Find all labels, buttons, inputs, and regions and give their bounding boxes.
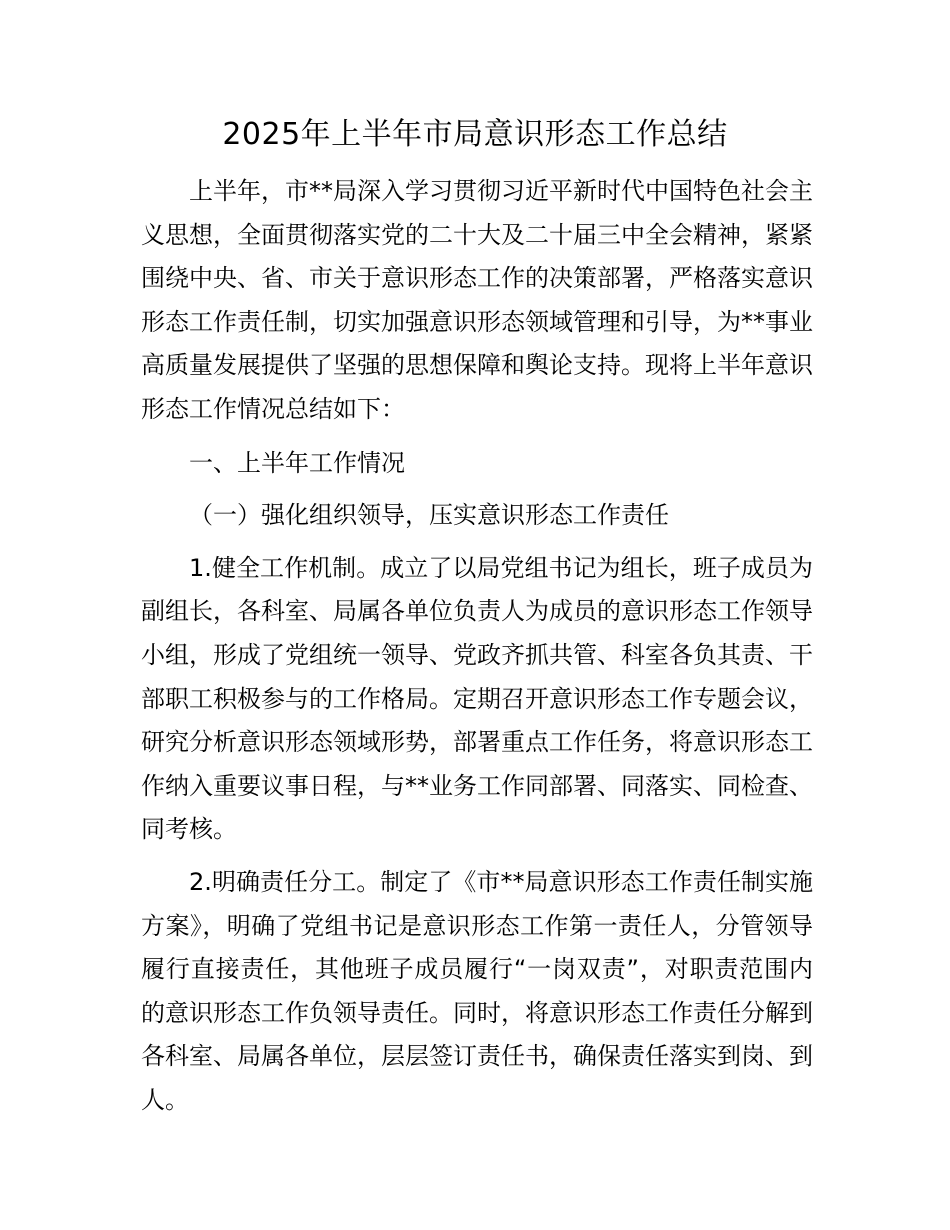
document-body	[141, 170, 813, 1122]
section-heading-1: 一、上半年工作情况	[189, 448, 405, 477]
item-paragraph-1: 1.健全工作机制。成立了以局党组书记为组长，班子成员为副组长，各科室、局属各单位负责人为成员的意识形态工作领导小组，形成了党组统一领导、党政齐抓共管、科室各负其责、干部职工积极参与的工作格局。定期召开意识形态工作专题会议，研究分析意识形态领域形势，部署重点工作任务，将意识形态工作纳入重要议事日程，与**业务工作同部署、同落实、同检查、同考核。	[141, 553, 813, 844]
item-paragraph-2: 2.明确责任分工。制定了《市**局意识形态工作责任制实施方案》，明确了党组书记是意识形态工作第一责任人，分管领导履行直接责任，其他班子成员履行“一岗双责”，对职责范围内的意识形态工作负领导责任。同时，将意识形态工作责任分解到各科室、局属各单位，层层签订责任书，确保责任落实到岗、到人。	[141, 867, 813, 1114]
document-title: 2025年上半年市局意识形态工作总结	[222, 117, 728, 152]
intro-paragraph: 上半年，市**局深入学习贯彻习近平新时代中国特色社会主义思想，全面贯彻落实党的二十大及二十届三中全会精神，紧紧围绕中央、省、市关于意识形态工作的决策部署，严格落实意识形态工作责任制，切实加强意识形态领域管理和引导，为**事业高质量发展提供了坚强的思想保障和舆论支持。现将上半年意识形态工作情况总结如下：	[141, 177, 813, 423]
subsection-heading-1: （一）强化组织领导，压实意识形态工作责任	[189, 501, 669, 530]
